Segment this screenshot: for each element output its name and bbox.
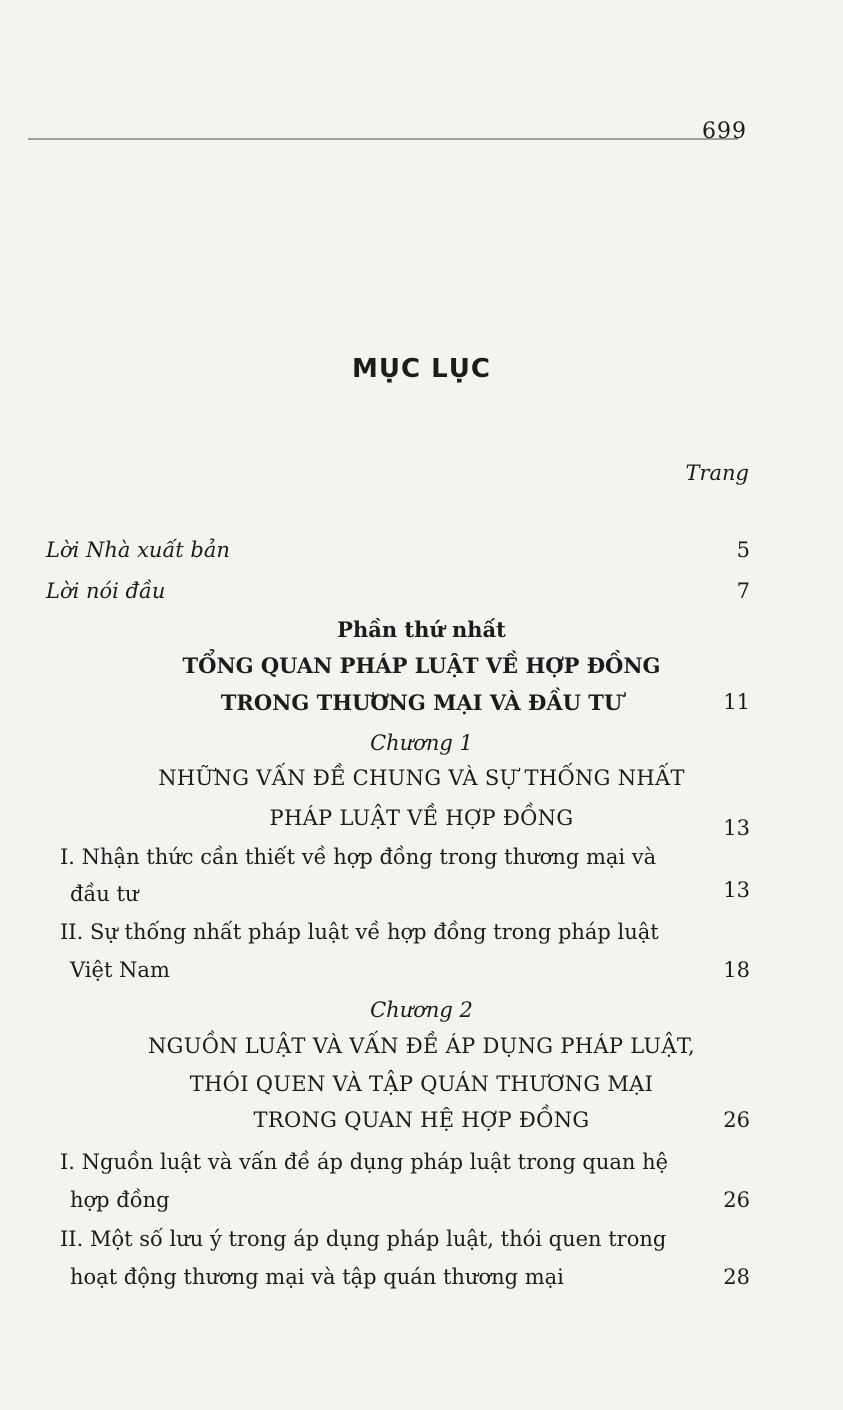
page-number: 699 [702, 119, 747, 144]
section-line: II. Sự thống nhất pháp luật về hợp đồng trong pháp luật [60, 920, 659, 944]
header-rule [28, 138, 738, 140]
toc-entry-page: 26 [723, 1108, 750, 1132]
toc-entry-page: 28 [723, 1265, 750, 1289]
toc-entry-label: Lời nói đầu [46, 579, 166, 603]
toc-entry-page: 26 [723, 1188, 750, 1212]
toc-entry-page: 7 [736, 579, 750, 603]
chapter-title-line: NGUỒN LUẬT VÀ VẤN ĐỀ ÁP DỤNG PHÁP LUẬT, [147, 1034, 696, 1058]
chapter-title-line: PHÁP LUẬT VỀ HỢP ĐỒNG [269, 806, 574, 830]
section-line: Việt Nam [70, 958, 170, 982]
toc-entry-page: 13 [723, 878, 750, 902]
section-line: II. Một số lưu ý trong áp dụng pháp luật, thói quen trong [60, 1227, 667, 1251]
toc-entry-page: 13 [723, 816, 750, 840]
section-line: I. Nhận thức cần thiết về hợp đồng trong thương mại và [60, 845, 657, 869]
toc-entry-label: Lời Nhà xuất bản [46, 538, 230, 562]
part-title-line: TỔNG QUAN PHÁP LUẬT VỀ HỢP ĐỒNG [182, 653, 661, 678]
chapter-label: Chương 2 [370, 998, 473, 1022]
chapter-title-line: TRONG QUAN HỆ HỢP ĐỒNG [253, 1108, 590, 1132]
section-line: hoạt động thương mại và tập quán thương mại [70, 1265, 564, 1289]
page-column-label: Trang [685, 461, 749, 485]
chapter-title-line: NHỮNG VẤN ĐỀ CHUNG VÀ SỰ THỐNG NHẤT [158, 766, 685, 790]
section-line: hợp đồng [70, 1188, 170, 1212]
toc-entry-page: 5 [736, 538, 750, 562]
toc-entry-page: 18 [723, 958, 750, 982]
chapter-title-line: THÓI QUEN VÀ TẬP QUÁN THƯƠNG MẠI [189, 1072, 654, 1096]
section-line: I. Nguồn luật và vấn đề áp dụng pháp luật trong quan hệ [60, 1150, 669, 1174]
chapter-label: Chương 1 [370, 731, 473, 755]
part-label: Phần thứ nhất [337, 617, 506, 642]
toc-entry-page: 11 [723, 690, 750, 714]
toc-title: MỤC LỤC [352, 354, 491, 384]
part-title-line: TRONG THƯƠNG MẠI VÀ ĐẦU TƯ [220, 690, 623, 715]
section-line: đầu tư [70, 882, 139, 906]
